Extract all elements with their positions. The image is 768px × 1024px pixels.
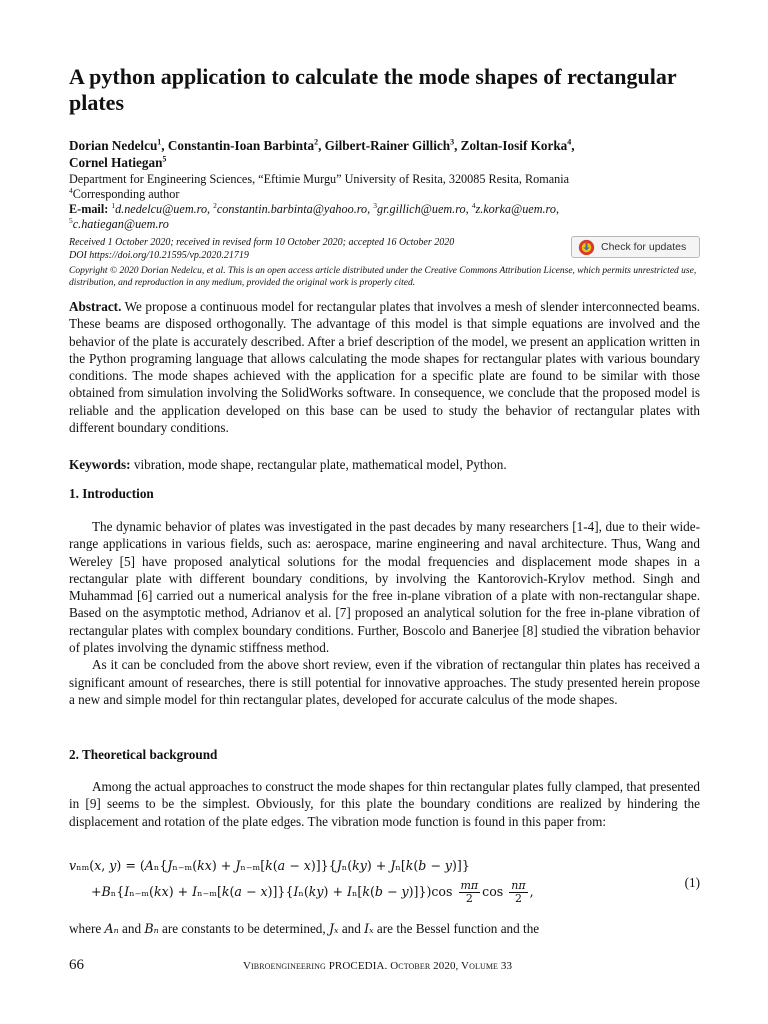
author-name: Gilbert-Rainer Gillich bbox=[324, 138, 451, 153]
introduction-body bbox=[69, 518, 700, 708]
author-name: Cornel Hatiegan bbox=[69, 155, 163, 170]
corresponding-sup: 4 bbox=[69, 185, 73, 195]
author-sup: 3 bbox=[450, 137, 455, 147]
history-block bbox=[69, 237, 539, 262]
equation-line-1: 𝑣ₙₘ(𝑥, 𝑦) = (𝐴ₙ{𝐽ₙ₋ₘ(𝑘𝑥) + 𝐽ₙ₋ₘ[𝑘(𝑎 − 𝑥)]}{𝐽ₙ(𝑘𝑦) + 𝐽ₙ[𝑘(𝑏 − 𝑦)]} bbox=[69, 858, 470, 873]
abstract bbox=[69, 298, 700, 436]
equation-cos: cos bbox=[482, 884, 504, 899]
section-heading-introduction: 1. Introduction bbox=[69, 486, 154, 501]
email-label: E-mail: bbox=[69, 202, 109, 216]
keywords-label: Keywords: bbox=[69, 457, 131, 472]
text-span: where bbox=[69, 921, 102, 936]
check-for-updates-label: Check for updates bbox=[601, 241, 687, 253]
abstract-label: Abstract. bbox=[69, 299, 122, 314]
author-name: Dorian Nedelcu bbox=[69, 138, 158, 153]
keywords-text: vibration, mode shape, rectangular plate, mathematical model, Python. bbox=[133, 457, 507, 472]
math-symbol: 𝐴ₙ bbox=[104, 921, 119, 936]
author-sup: 1 bbox=[157, 137, 162, 147]
copyright-notice: Copyright © 2020 Dorian Nedelcu, et al. This is an open access article distributed under the Creative Commons Attribution License, which permits unrestricted use, distribution, and reproduction in any medium, provided the original work is properly cited. bbox=[69, 266, 697, 288]
email-link[interactable]: constantin.barbinta@yahoo.ro bbox=[216, 202, 368, 216]
text-span: are constants to be determined, bbox=[162, 921, 326, 936]
email-link[interactable]: d.nedelcu@uem.ro bbox=[115, 202, 208, 216]
corresponding-text: Corresponding author bbox=[72, 187, 180, 201]
email-sup: 5 bbox=[69, 215, 73, 225]
author-sup: 2 bbox=[314, 137, 319, 147]
fraction-m-pi: $\frac{m\pi}{2}$ bbox=[460, 879, 479, 905]
equation-tail: , bbox=[529, 884, 534, 899]
paragraph: Among the actual approaches to construct the mode shapes for thin rectangular plates fully clamped, that presented in [9] seems to be the simplest. Obviously, for this plate the boundary conditions are realized by hindering the displacement and rotation of the plate edges. The vibration mode function is found in this paper from: bbox=[69, 779, 700, 829]
equation-1 bbox=[69, 858, 700, 908]
check-for-updates-button[interactable] bbox=[571, 236, 700, 258]
keywords bbox=[69, 456, 700, 473]
equation-line-2-text: +𝐵ₙ{𝐼ₙ₋ₘ(𝑘𝑥) + 𝐼ₙ₋ₘ[𝑘(𝑎 − 𝑥)]}{𝐼ₙ(𝑘𝑦) + 𝐼ₙ[𝑘(𝑏 − 𝑦)]})cos bbox=[91, 884, 453, 899]
email-block: E-mail: $^1$d.nedelcu@uem.ro, $^2$constantin.barbinta@yahoo.ro, $^3$gr.gillich@uem.ro, $^4$z.korka@uem.ro, $^5$c.hatiegan@uem.ro bbox=[69, 200, 559, 231]
equation-line-2 bbox=[91, 880, 534, 905]
crossmark-icon bbox=[578, 239, 595, 256]
email-sup: 2 bbox=[213, 200, 217, 210]
author-sup: 4 bbox=[567, 137, 572, 147]
email-link[interactable]: c.hatiegan@uem.ro bbox=[72, 217, 169, 231]
author-list: Dorian Nedelcu$^1$, Constantin-Ioan Barbinta$^2$, Gilbert-Rainer Gillich$^3$, Zoltan-Iosif Korka$^4$, Cornel Hatiegan$^5$ bbox=[69, 137, 575, 170]
where-line bbox=[69, 920, 700, 937]
abstract-text: We propose a continuous model for rectangular plates that involves a mesh of slender interconnected beams. These beams are disposed orthogonally. The advantage of this model is that simple equations are involved and the behavior of the plate is accurately described. After a brief description of the model, we present an application written in the Python programing language that allows calculating the mode shapes for rectangular plates with various boundary conditions. The mode shapes achieved with the application for a specific plate are found to be similar with those obtained from simulation involving the SolidWorks software. In consequence, we conclude that the proposed model is reliable and the application developed on this base can be used to study the behavior of rectangular plates with different boundary conditions. bbox=[69, 299, 701, 436]
affiliation-block bbox=[69, 172, 709, 202]
running-footer bbox=[243, 960, 512, 972]
received-dates: Received 1 October 2020; received in revised form 10 October 2020; accepted 16 October 2020 bbox=[69, 237, 455, 248]
paragraph: The dynamic behavior of plates was investigated in the past decades by many researchers [1-4], due to their wide-range applications in various fields, such as: aerospace, marine engineering and naval architecture. Thus, Wang and Wereley [5] have proposed analytical solutions for the modal frequencies and displacement mode shapes in a rectangular plate with different boundary conditions, by involving the Kantorovich-Krylov method. Singh and Muhammad [6] carried out a numerical analysis for the free in-plane vibration of a plate with non-rectangular shape. Based on the asymptotic method, Adrianov et al. [7] proposed an analytical solution for the free in-plane vibration of rectangular plates with complex boundary conditions. Further, Boscolo and Banerjee [8] studied the vibration behavior of plates involving the dynamic stiffness method. bbox=[69, 519, 700, 656]
text-span: are the Bessel function and the bbox=[376, 921, 540, 936]
email-link[interactable]: gr.gillich@uem.ro bbox=[376, 202, 466, 216]
email-sup: 3 bbox=[373, 200, 377, 210]
author-name: Zoltan-Iosif Korka bbox=[460, 138, 568, 153]
journal-name: Vibroengineering PROCEDIA bbox=[243, 960, 385, 972]
text-span: and bbox=[341, 921, 361, 936]
math-symbol: 𝐼ₓ bbox=[364, 921, 374, 936]
email-link[interactable]: z.korka@uem.ro bbox=[475, 202, 556, 216]
text-span: and bbox=[122, 921, 142, 936]
theory-body bbox=[69, 778, 700, 830]
email-sup: 1 bbox=[111, 200, 116, 210]
equation-number: (1) bbox=[684, 875, 700, 890]
author-name: Constantin-Ioan Barbinta bbox=[167, 138, 315, 153]
math-symbol: 𝐵ₙ bbox=[144, 921, 159, 936]
fraction-n-pi: $\frac{n\pi}{2}$ bbox=[511, 879, 526, 905]
page-number: 66 bbox=[69, 957, 84, 973]
author-sup: 5 bbox=[162, 154, 167, 164]
paragraph: As it can be concluded from the above short review, even if the vibration of rectangular thin plates has received a significant amount of researches, there is still potential for innovative approaches. The study presented herein propose a new and simple model for thin rectangular plates, developed for accurate calculus of the mode shapes. bbox=[69, 657, 700, 707]
math-symbol: 𝐽ₓ bbox=[329, 921, 339, 936]
affiliation: Department for Engineering Sciences, “Eftimie Murgu” University of Resita, 320085 Resita, Romania bbox=[69, 172, 570, 186]
email-sup: 4 bbox=[471, 200, 476, 210]
section-heading-theory: 2. Theoretical background bbox=[69, 747, 218, 762]
issue-info: . October 2020, Volume 33 bbox=[384, 960, 513, 972]
corresponding-note bbox=[69, 187, 709, 202]
doi-link[interactable]: DOI https://doi.org/10.21595/vp.2020.21719 bbox=[69, 249, 249, 261]
paper-title: A python application to calculate the mode shapes of rectangular plates bbox=[69, 64, 677, 115]
